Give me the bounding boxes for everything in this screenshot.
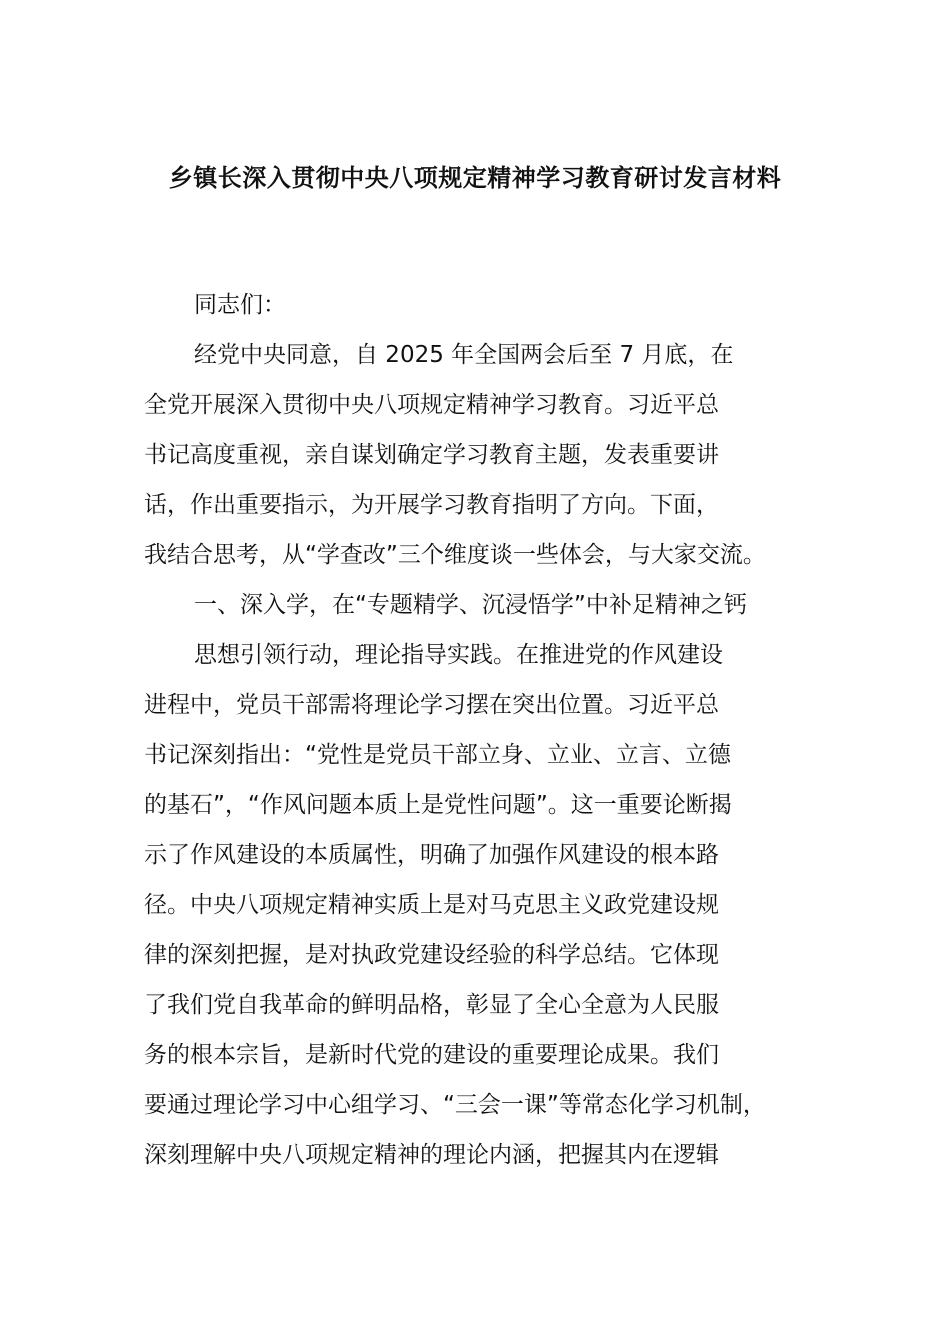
paragraph-2-line-10: 要通过理论学习中心组学习、“三会一课”等常态化学习机制， bbox=[144, 1092, 766, 1118]
paragraph-2-line-7: 律的深刻把握，是对执政党建设经验的科学总结。它体现 bbox=[144, 942, 719, 968]
paragraph-2-line-6: 径。中央八项规定精神实质上是对马克思主义政党建设规 bbox=[144, 892, 719, 918]
paragraph-1-line-1: 经党中央同意，自 2025 年全国两会后至 7 月底，在 bbox=[194, 342, 734, 368]
salutation-line: 同志们： bbox=[194, 292, 286, 318]
paragraph-2-line-9: 务的根本宗旨，是新时代党的建设的重要理论成果。我们 bbox=[144, 1042, 719, 1068]
paragraph-2-line-1: 思想引领行动，理论指导实践。在推进党的作风建设 bbox=[194, 642, 723, 668]
paragraph-1-line-4: 话，作出重要指示，为开展学习教育指明了方向。下面， bbox=[144, 492, 719, 518]
paragraph-2-line-11: 深刻理解中央八项规定精神的理论内涵，把握其内在逻辑 bbox=[144, 1142, 719, 1168]
paragraph-1-line-5: 我结合思考，从“学查改”三个维度谈一些体会，与大家交流。 bbox=[144, 542, 766, 568]
paragraph-1-line-2: 全党开展深入贯彻中央八项规定精神学习教育。习近平总 bbox=[144, 392, 719, 418]
document-body bbox=[144, 280, 834, 1180]
paragraph-2-line-2: 进程中，党员干部需将理论学习摆在突出位置。习近平总 bbox=[144, 692, 719, 718]
paragraph-2-line-5: 示了作风建设的本质属性，明确了加强作风建设的根本路 bbox=[144, 842, 719, 868]
paragraph-2-line-4: 的基石”，“作风问题本质上是党性问题”。这一重要论断揭 bbox=[144, 792, 732, 818]
paragraph-2-line-3: 书记深刻指出：“党性是党员干部立身、立业、立言、立德 bbox=[144, 742, 731, 768]
section-heading-1: 一、深入学，在“专题精学、沉浸悟学”中补足精神之钙 bbox=[194, 592, 747, 618]
document-title: 乡镇长深入贯彻中央八项规定精神学习教育研讨发言材料 bbox=[168, 164, 782, 192]
paragraph-2-line-8: 了我们党自我革命的鲜明品格，彰显了全心全意为人民服 bbox=[144, 992, 719, 1018]
paragraph-1-line-3: 书记高度重视，亲自谋划确定学习教育主题，发表重要讲 bbox=[144, 442, 719, 468]
